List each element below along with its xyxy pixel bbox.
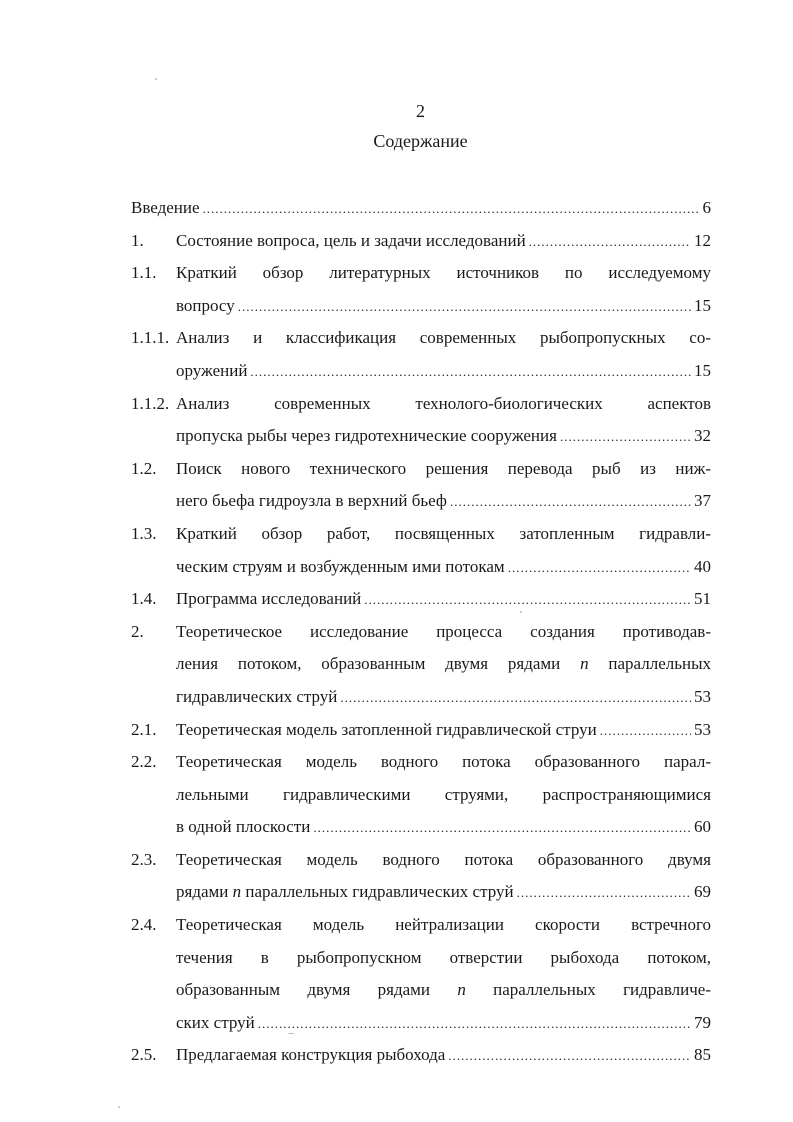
page-title: Содержание [373,131,468,151]
toc-entry-label: Программа исследований [176,589,362,609]
toc-leader-dots [600,718,691,744]
toc-entry-label: гидравлических струй [176,686,338,706]
toc-leader-dots [238,294,691,320]
toc-entry-page: 32 [694,426,711,446]
toc-entry-label: Теоретическая модель нейтрализации скорости встречного [176,915,711,935]
toc-entry-page: 15 [694,360,711,380]
toc-leader-dots [364,587,691,613]
toc-entry-text [176,488,711,515]
toc-entry-number: 1. [131,230,144,250]
toc-entry-text [176,586,711,613]
toc-entry-label: течения в рыбопропускном отверстии рыбохода потоком, [176,947,711,967]
toc-entry-label: пропуска рыбы через гидротехнические сооружения [176,426,557,446]
toc-entry-label: Поиск нового технического решения перевода рыб из ниж- [176,458,711,478]
toc-entry-page: 79 [694,1012,711,1032]
toc-entry-text [176,423,711,450]
toc-entry-number: 2.4. [131,915,157,935]
toc-line [131,879,711,912]
table-of-contents [131,195,711,1075]
toc-entry-page: 60 [694,817,711,837]
toc-entry-page: 6 [702,198,711,217]
toc-entry-label: ческим струям и возбужденным ими потокам [176,556,505,576]
toc-entry-label: лельными гидравлическими струями, распространяющимися [176,784,711,804]
toc-entry-number: 1.1.1. [131,328,170,348]
toc-entry-page: 15 [694,295,711,315]
toc-line [131,977,711,1010]
toc-entry-number: 1.1. [131,263,157,283]
toc-line [131,260,711,293]
toc-entry-label: образованным двумя рядами n параллельных гидравличе- [176,980,711,1000]
toc-line [131,423,711,456]
toc-leader-dots [517,880,691,906]
toc-leader-dots [560,424,691,450]
toc-entry-text [176,358,711,385]
toc-entry-page: 40 [694,556,711,576]
toc-line [131,684,711,717]
toc-entry-label: Предлагаемая конструкция рыбохода [176,1045,446,1065]
toc-leader-dots [448,1043,691,1069]
toc-entry-page: 53 [694,719,711,739]
toc-line [131,554,711,587]
toc-line [131,521,711,554]
toc-line [131,325,711,358]
toc-entry-label: Краткий обзор литературных источников по исследуемому [176,263,711,283]
toc-entry-page: 53 [694,686,711,706]
toc-entry-label: Введение [131,198,200,217]
toc-line [131,586,711,619]
toc-line [131,717,711,750]
toc-entry-number: 2.3. [131,849,157,869]
toc-entry-text [176,814,711,841]
toc-leader-dots [340,685,691,711]
toc-entry-number: 1.1.2. [131,393,170,413]
toc-entry-number: 1.4. [131,589,157,609]
toc-entry-text [176,1010,711,1037]
toc-line [131,1042,711,1075]
toc-line [131,782,711,815]
toc-entry-text [176,684,711,711]
toc-entry-page: 37 [694,491,711,511]
toc-leader-dots [250,359,691,385]
toc-entry-text [131,195,711,222]
toc-entry-label: Теоретическая модель водного потока образованного парал- [176,752,711,772]
toc-entry-page: 51 [694,589,711,609]
toc-line [131,749,711,782]
toc-entry-text [176,1042,711,1069]
toc-entry-label: ских струй [176,1012,255,1032]
toc-entry-number: 2.5. [131,1045,157,1065]
toc-entry-number: 2. [131,621,144,641]
toc-line [131,945,711,978]
toc-entry-number: 2.1. [131,719,157,739]
toc-entry-label: Анализ и классификация современных рыбопропускных со- [176,328,711,348]
toc-line [131,358,711,391]
toc-leader-dots [508,555,691,581]
toc-line [131,195,711,228]
toc-entry-label: ления потоком, образованным двумя рядами n параллельных [176,654,711,674]
toc-entry-page: 69 [694,882,711,902]
toc-line [131,1010,711,1043]
toc-entry-number: 1.3. [131,523,157,543]
toc-entry-label: Теоретическое исследование процесса создания противодав- [176,621,711,641]
page-number: 2 [416,101,425,121]
toc-entry-label: Анализ современных технолого-биологических аспектов [176,393,711,413]
toc-entry-number: 1.2. [131,458,157,478]
toc-leader-dots [450,489,691,515]
toc-line [131,619,711,652]
toc-line [131,847,711,880]
toc-line [131,228,711,261]
toc-entry-label: в одной плоскости [176,817,311,837]
toc-entry-label: него бьефа гидроузла в верхний бьеф [176,491,447,511]
toc-entry-label: Теоретическая модель затопленной гидравлической струи [176,719,597,739]
toc-line [131,651,711,684]
toc-line [131,391,711,424]
toc-entry-text [176,554,711,581]
toc-line [131,814,711,847]
toc-line [131,488,711,521]
toc-entry-label: Состояние вопроса, цель и задачи исследований [176,230,526,250]
toc-entry-label: рядами n параллельных гидравлических струй [176,882,514,902]
toc-entry-number: 2.2. [131,752,157,772]
toc-entry-text [176,879,711,906]
toc-entry-label: Теоретическая модель водного потока образованного двумя [176,849,711,869]
toc-entry-text [176,717,711,744]
toc-leader-dots [203,196,700,222]
toc-entry-label: вопросу [176,295,235,315]
toc-line [131,293,711,326]
toc-entry-page: 12 [694,230,711,250]
toc-leader-dots [313,815,691,841]
toc-leader-dots [529,229,691,255]
toc-line [131,456,711,489]
toc-entry-text [176,228,711,255]
toc-entry-label: Краткий обзор работ, посвященных затопленным гидравли- [176,523,711,543]
toc-line [131,912,711,945]
toc-leader-dots [258,1011,691,1037]
toc-entry-page: 85 [694,1045,711,1065]
toc-entry-label: оружений [176,360,248,380]
toc-entry-text [176,293,711,320]
